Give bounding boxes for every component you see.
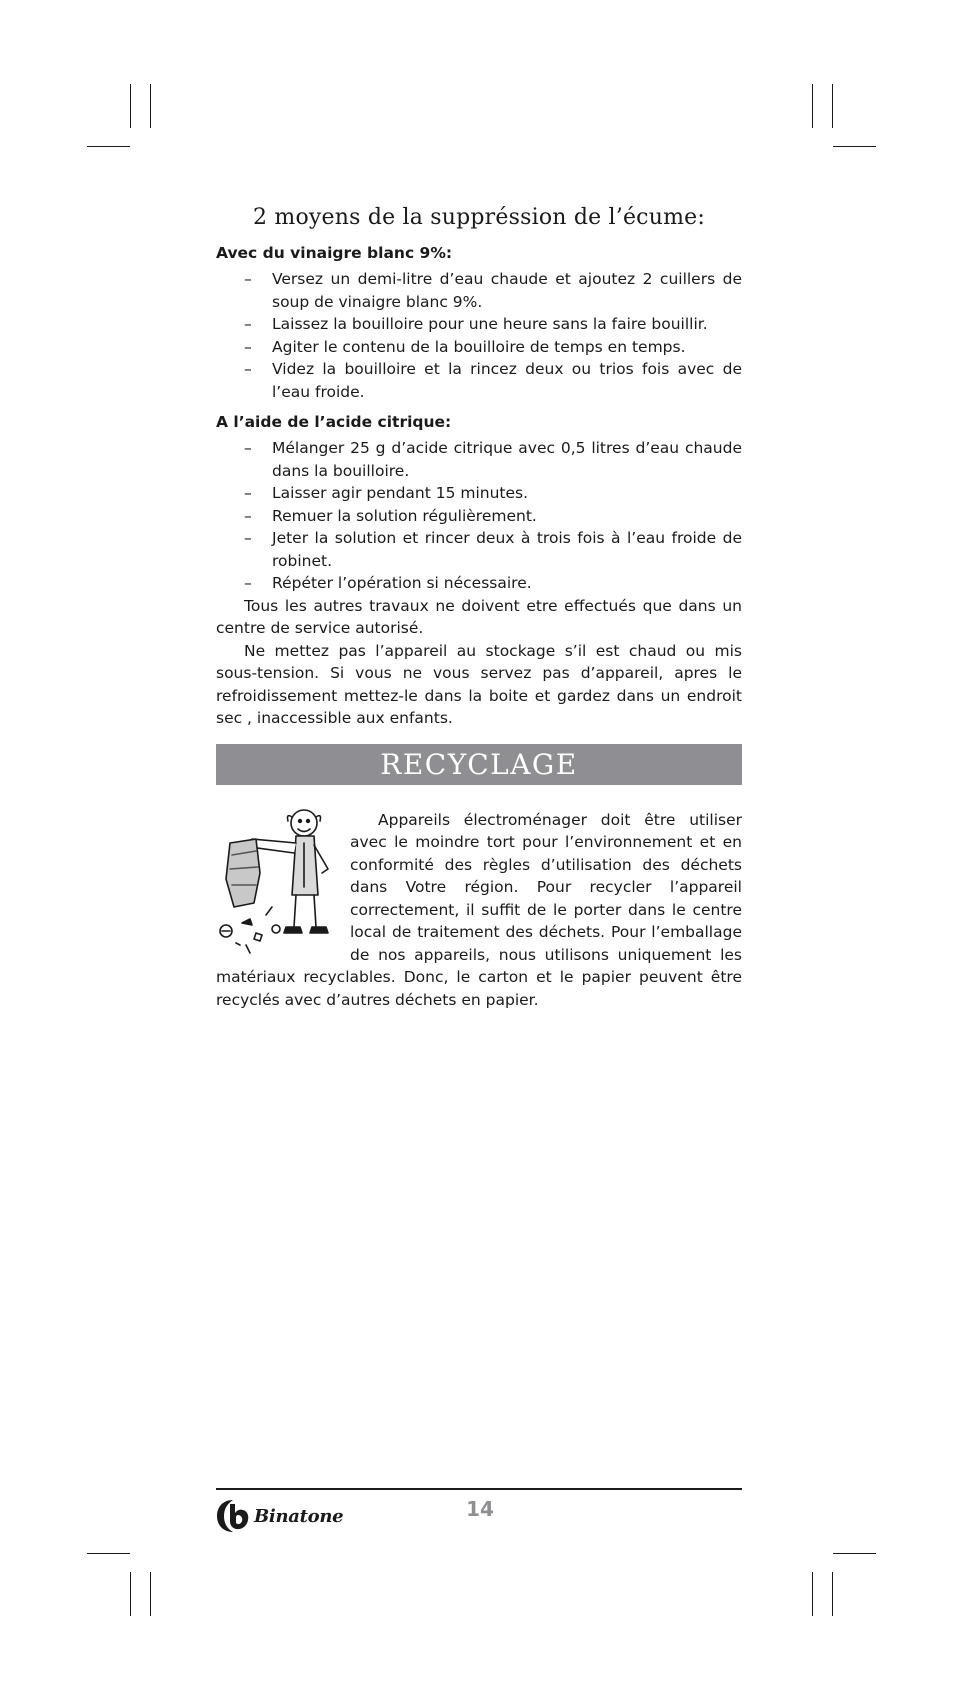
list-item xyxy=(216,527,742,572)
page-number: 14 xyxy=(466,1497,494,1521)
list-item-text: Répéter l’opération si nécessaire. xyxy=(272,574,532,592)
storage-paragraph: Ne mettez pas l’appareil au stockage s’il est chaud ou mis sous-tension. Si vous ne vous servez pas d’appareil, apres le refroidissement mettez-le dans la boite et gardez dans un endroit sec , inaccessible aux enfants. xyxy=(216,641,742,727)
dash-bullet: – xyxy=(244,506,252,525)
footer-divider xyxy=(216,1488,742,1490)
citric-heading: A l’aide de l’acide citrique: xyxy=(216,413,452,431)
dash-bullet: – xyxy=(244,360,252,378)
list-item-text: Videz la bouilloire et la rincez deux ou trios fois avec de l’eau froide. xyxy=(272,360,742,401)
brand-name: Binatone xyxy=(254,1506,344,1527)
dash-bullet: – xyxy=(244,270,252,288)
dash-bullet: – xyxy=(244,315,252,333)
list-item-text: Laissez la bouilloire pour une heure sans la faire bouillir. xyxy=(272,315,708,333)
citric-steps-list xyxy=(216,437,742,595)
dash-bullet: – xyxy=(244,574,252,592)
list-item xyxy=(216,268,742,313)
list-item xyxy=(216,358,742,403)
recycling-paragraph: Appareils électroménager doit être utiliser avec le moindre tort pour l’environnement et en conformité des règles d’utilisation des déchets dans Votre région. Pour recycler l’appareil correctement, il suffit de le porter dans le centre local de traitement des déchets. Pour l’emballage de nos appareils, nous utilisons uniquement les matériaux recyclables. Donc, le carton et le papier peuvent être recyclés avec d’autres déchets en papier. xyxy=(216,810,742,1009)
list-item xyxy=(216,437,742,482)
dash-bullet: – xyxy=(244,337,252,356)
page-title: 2 moyens de la suppréssion de l’écume: xyxy=(253,205,705,230)
dash-bullet: – xyxy=(244,484,252,502)
page-content xyxy=(216,205,742,1011)
list-item xyxy=(216,572,742,595)
service-paragraph: Tous les autres travaux ne doivent etre effectués que dans un centre de service autorisé. xyxy=(216,596,742,637)
recycling-banner: RECYCLAGE xyxy=(216,744,742,785)
brand-logo xyxy=(216,1498,356,1534)
list-item-text: Jeter la solution et rincer deux à trois fois à l’eau froide de robinet. xyxy=(272,529,742,570)
list-item-text: Remuer la solution régulièrement. xyxy=(272,506,537,525)
person-emptying-trash-illustration xyxy=(216,803,346,963)
list-item xyxy=(216,505,742,528)
list-item-text: Agiter le contenu de la bouilloire de temps en temps. xyxy=(272,337,686,356)
binatone-logo-icon xyxy=(216,1498,250,1534)
vinegar-steps-list xyxy=(216,268,742,403)
dash-bullet: – xyxy=(244,529,252,547)
list-item xyxy=(216,482,742,505)
list-item-text: Laisser agir pendant 15 minutes. xyxy=(272,484,529,502)
list-item xyxy=(216,336,742,359)
list-item-text: Versez un demi-litre d’eau chaude et ajoutez 2 cuillers de soup de vinaigre blanc 9%. xyxy=(272,270,742,311)
dash-bullet: – xyxy=(244,439,252,457)
recycling-section xyxy=(216,809,742,1012)
vinegar-heading: Avec du vinaigre blanc 9%: xyxy=(216,244,453,262)
list-item-text: Mélanger 25 g d’acide citrique avec 0,5 litres d’eau chaude dans la bouilloire. xyxy=(272,439,742,480)
list-item xyxy=(216,313,742,336)
